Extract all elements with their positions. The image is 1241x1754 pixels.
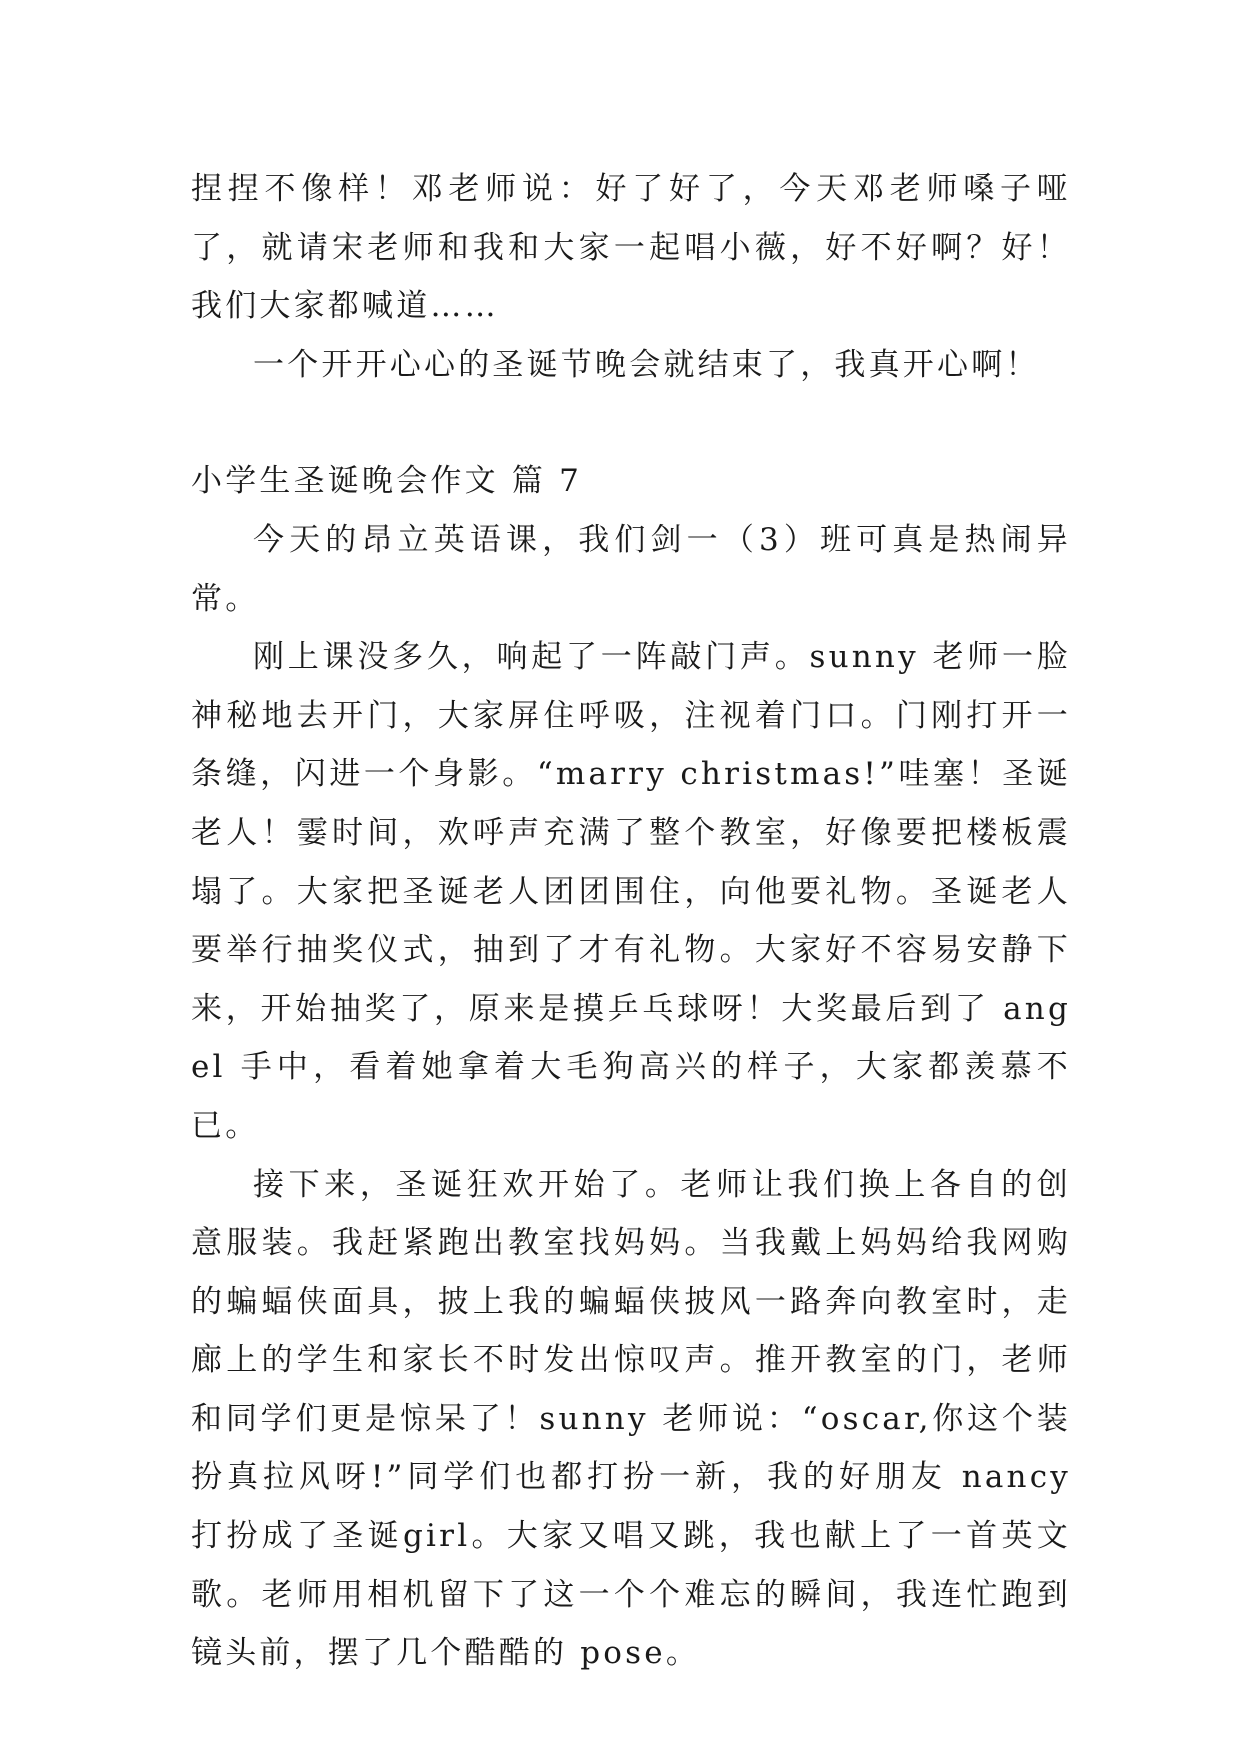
document-body: [191, 160, 1085, 1683]
paragraph: 今天的昂立英语课，我们剑一（3）班可真是热闹异常。: [191, 521, 1071, 617]
paragraph: 捏捏不像样！邓老师说：好了好了，今天邓老师嗓子哑了，就请宋老师和我和大家一起唱小薇，好不好啊？好！我们大家都喊道……: [191, 171, 1071, 325]
paragraph: 刚上课没多久，响起了一阵敲门声。sunny 老师一脸神秘地去开门，大家屏住呼吸，注视着门口。门刚打开一条缝，闪进一个身影。“marry christmas!”哇塞！圣诞老人！霎时间，欢呼声充满了整个教室，好像要把楼板震塌了。大家把圣诞老人团团围住，向他要礼物。圣诞老人要举行抽奖仪式，抽到了才有礼物。大家好不容易安静下来，开始抽奖了，原来是摸乒乓球呀！大奖最后到了 angel 手中，看着她拿着大毛狗高兴的样子，大家都羡慕不已。: [191, 639, 1071, 1144]
paragraph: 一个开开心心的圣诞节晚会就结束了，我真开心啊！: [253, 346, 1040, 383]
paragraph: 接下来，圣诞狂欢开始了。老师让我们换上各自的创意服装。我赶紧跑出教室找妈妈。当我戴上妈妈给我网购的蝙蝠侠面具，披上我的蝙蝠侠披风一路奔向教室时，走廊上的学生和家长不时发出惊叹声。推开教室的门，老师和同学们更是惊呆了！sunny 老师说：“oscar,你这个装扮真拉风呀!”同学们也都打扮一新，我的好朋友 nancy 打扮成了圣诞girl。大家又唱又跳，我也献上了一首英文歌。老师用相机留下了这一个个难忘的瞬间，我连忙跑到镜头前，摆了几个酷酷的 pose。: [191, 1166, 1085, 1672]
section-heading: 小学生圣诞晚会作文 篇 7: [191, 463, 583, 500]
